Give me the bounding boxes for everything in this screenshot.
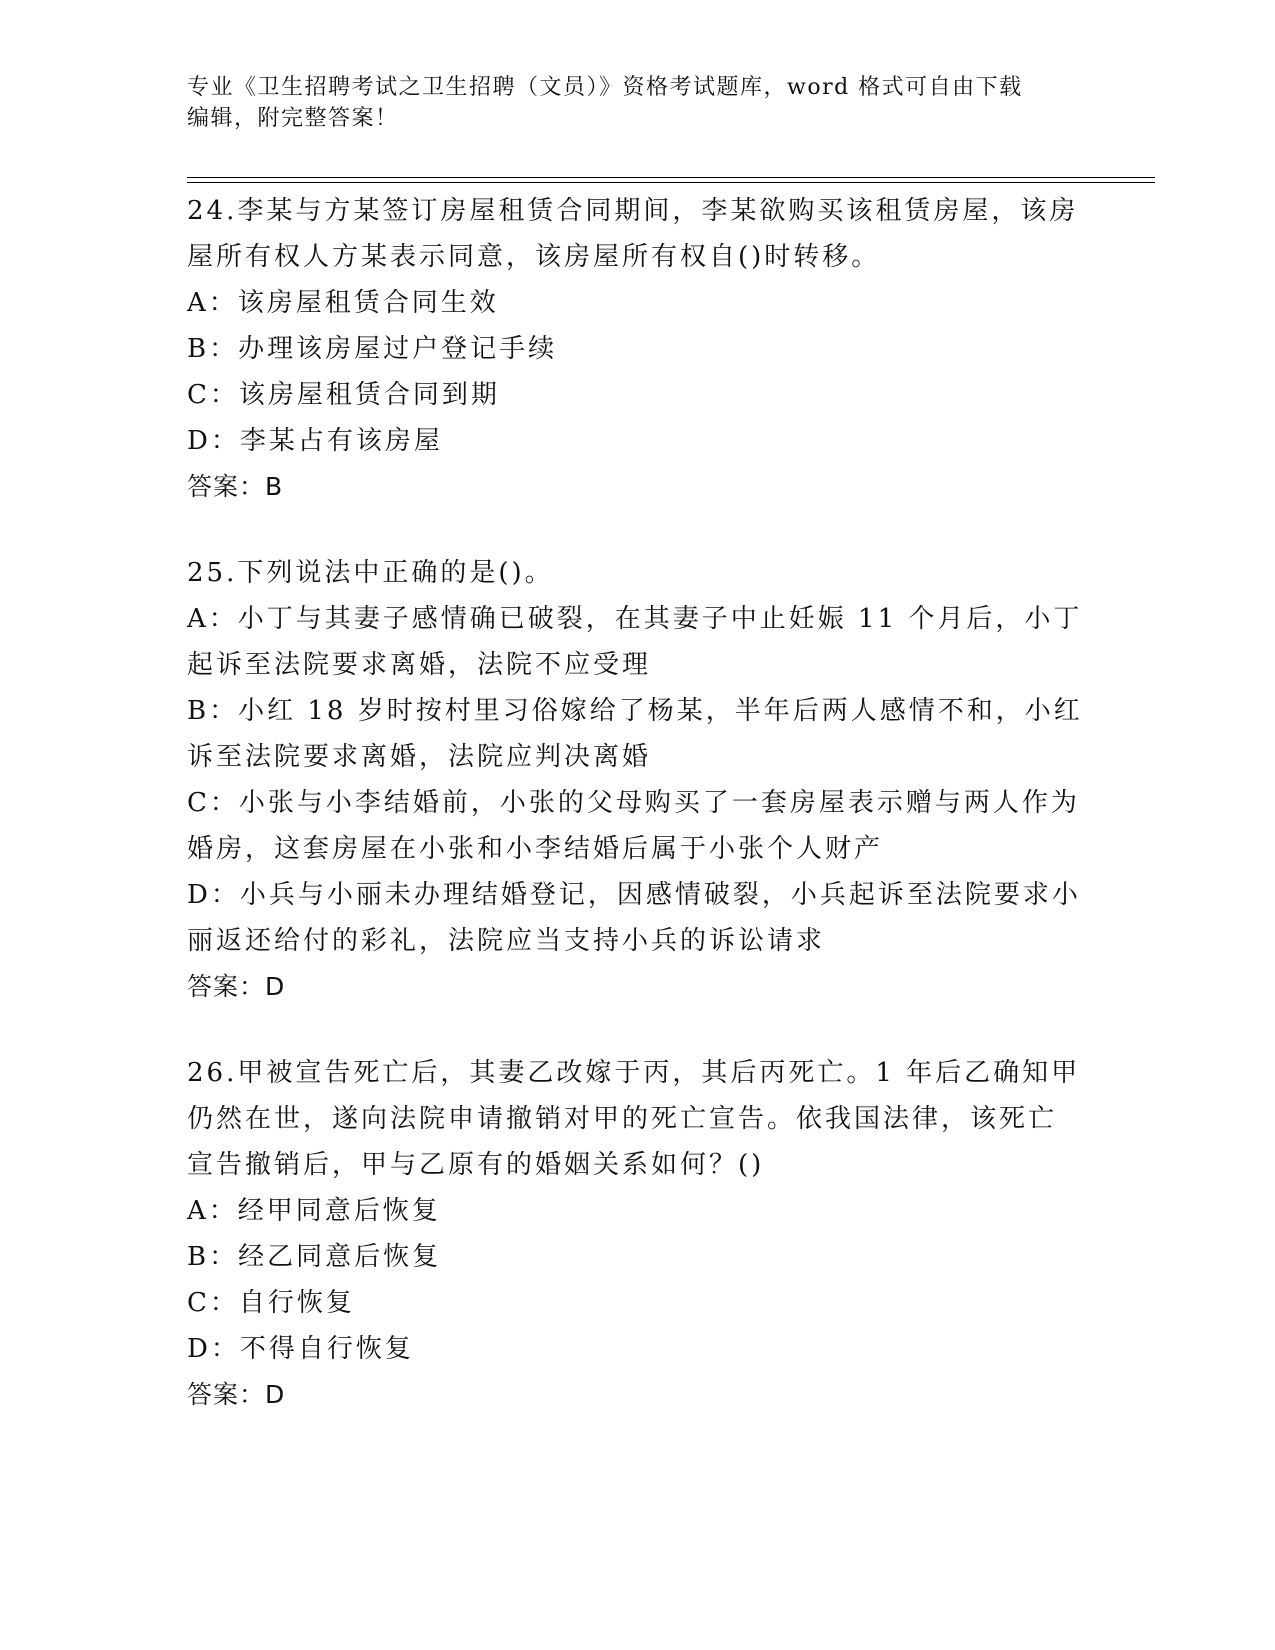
option-b-continued: 诉至法院要求离婚，法院应判决离婚 [187,742,652,772]
option-b: B：小红 18 岁时按村里习俗嫁给了杨某，半年后两人感情不和，小红 [187,696,1083,726]
option-d: D：李某占有该房屋 [187,426,443,456]
answer-line: 答案：B [187,472,284,501]
question-stem-line: 屋所有权人方某表示同意，该房屋所有权自()时转移。 [187,242,881,272]
question-stem-line: 宣告撤销后，甲与乙原有的婚姻关系如何？() [187,1150,765,1180]
option-a: A：小丁与其妻子感情确已破裂，在其妻子中止妊娠 11 个月后，小丁 [187,604,1083,634]
option-b: B：经乙同意后恢复 [187,1242,442,1272]
answer-line: 答案：D [187,972,286,1001]
document-page [187,0,1147,1650]
option-a: A：经甲同意后恢复 [187,1196,441,1226]
document-header [187,72,1067,134]
question-list [187,188,1087,1458]
option-d: D：不得自行恢复 [187,1334,414,1364]
question-stem-line: 24.李某与方某签订房屋租赁合同期间，李某欲购买该租赁房屋，该房 [187,196,1079,226]
header-line: 编辑，附完整答案！ [187,106,399,131]
question-25 [187,550,1087,1010]
header-divider [187,177,1155,178]
option-c: C：自行恢复 [187,1288,355,1318]
option-b: B：办理该房屋过户登记手续 [187,334,558,364]
option-a: A：该房屋租赁合同生效 [187,288,499,318]
option-c: C：小张与小李结婚前，小张的父母购买了一套房屋表示赠与两人作为 [187,788,1080,818]
header-divider [187,182,1155,183]
question-26 [187,1050,1087,1418]
option-a-continued: 起诉至法院要求离婚，法院不应受理 [187,650,652,680]
option-c-continued: 婚房，这套房屋在小张和小李结婚后属于小张个人财产 [187,834,884,864]
answer-line: 答案：D [187,1380,286,1409]
question-24 [187,188,1087,510]
header-line: 专业《卫生招聘考试之卫生招聘（文员）》资格考试题库，word 格式可自由下载 [187,75,1023,100]
question-stem-line: 仍然在世，遂向法院申请撤销对甲的死亡宣告。依我国法律，该死亡 [187,1104,1058,1134]
option-d-continued: 丽返还给付的彩礼，法院应当支持小兵的诉讼请求 [187,926,826,956]
option-d: D：小兵与小丽未办理结婚登记，因感情破裂，小兵起诉至法院要求小 [187,880,1081,910]
question-stem-line: 26.甲被宣告死亡后，其妻乙改嫁于丙，其后丙死亡。1 年后乙确知甲 [187,1058,1081,1088]
question-stem-line: 25.下列说法中正确的是()。 [187,558,554,588]
option-c: C：该房屋租赁合同到期 [187,380,500,410]
